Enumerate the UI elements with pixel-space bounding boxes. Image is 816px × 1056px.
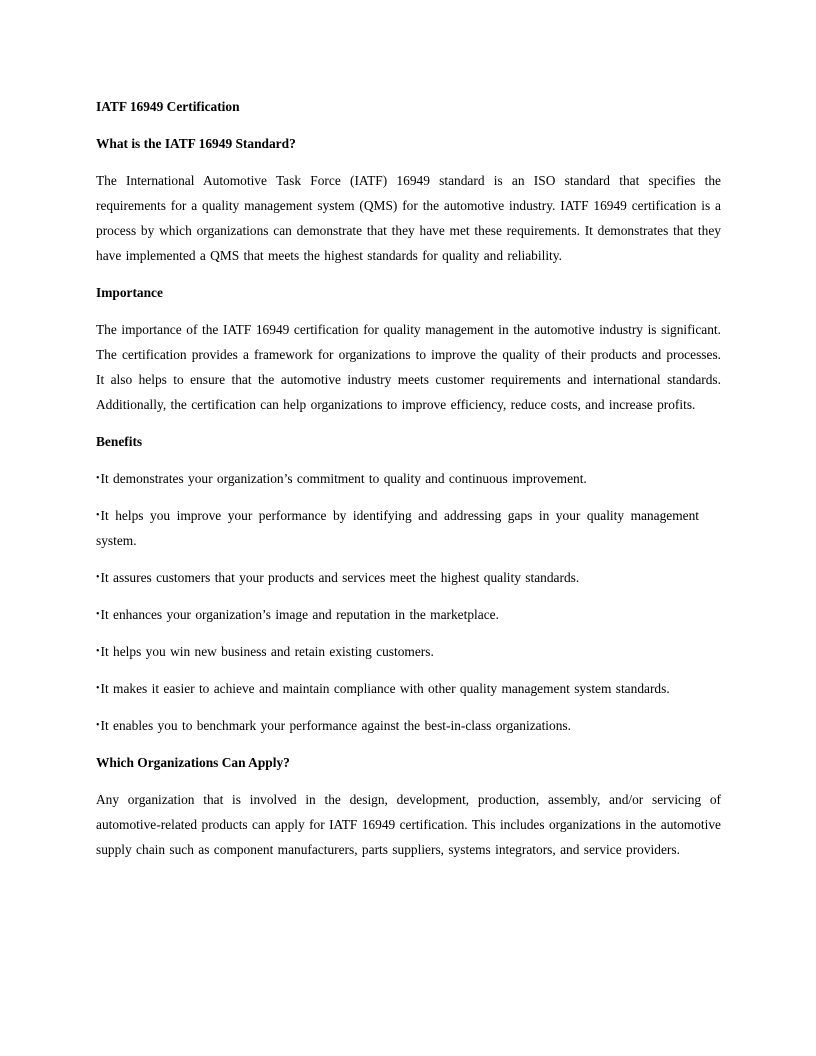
document-page [96,94,721,874]
section-heading-importance: Importance [96,285,163,300]
bullet-icon: • [96,683,100,694]
section-heading-organizations: Which Organizations Can Apply? [96,755,290,770]
list-item [96,466,721,491]
list-item-text: It demonstrates your organization’s commitment to quality and continuous improvement. [100,471,587,486]
section-paragraph-importance: The importance of the IATF 16949 certification for quality management in the automotive industry is significant. The certification provides a framework for organizations to improve the quality of their products and processes. It also helps to ensure that the automotive industry meets customer requirements and international standards. Additionally, the certification can help organizations to improve efficiency, reduce costs, and increase profits. [96,322,721,412]
list-item-text: It assures customers that your products and services meet the highest quality standards. [100,570,580,585]
list-item [96,602,721,627]
bullet-icon: • [96,609,100,620]
bullet-icon: • [96,572,100,583]
list-item-text: It enhances your organization’s image and reputation in the marketplace. [100,607,499,622]
list-item [96,639,721,664]
bullet-icon: • [96,720,100,731]
list-item-text: It makes it easier to achieve and maintain compliance with other quality management system standards. [100,681,670,696]
benefits-list [96,466,721,738]
list-item [96,713,721,738]
bullet-icon: • [96,510,100,521]
list-item [96,565,721,590]
section-heading-benefits: Benefits [96,434,143,449]
list-item-text: It enables you to benchmark your performance against the best-in-class organizations. [100,718,571,733]
list-item [96,503,721,553]
list-item-text: It helps you improve your performance by identifying and addressing gaps in your quality management system. [96,508,699,548]
list-item-text: It helps you win new business and retain existing customers. [100,644,434,659]
section-heading-standard: What is the IATF 16949 Standard? [96,136,296,151]
document-title: IATF 16949 Certification [96,99,240,114]
section-paragraph-organizations: Any organization that is involved in the design, development, production, assembly, and/or servicing of automotive-related products can apply for IATF 16949 certification. This includes organizations in the automotive supply chain such as component manufacturers, parts suppliers, systems integrators, and service providers. [96,792,721,857]
list-item [96,676,721,701]
bullet-icon: • [96,473,100,484]
bullet-icon: • [96,646,100,657]
section-paragraph-standard: The International Automotive Task Force (IATF) 16949 standard is an ISO standard that specifies the requirements for a quality management system (QMS) for the automotive industry. IATF 16949 certification is a process by which organizations can demonstrate that they have met these requirements. It demonstrates that they have implemented a QMS that meets the highest standards for quality and reliability. [96,173,721,263]
